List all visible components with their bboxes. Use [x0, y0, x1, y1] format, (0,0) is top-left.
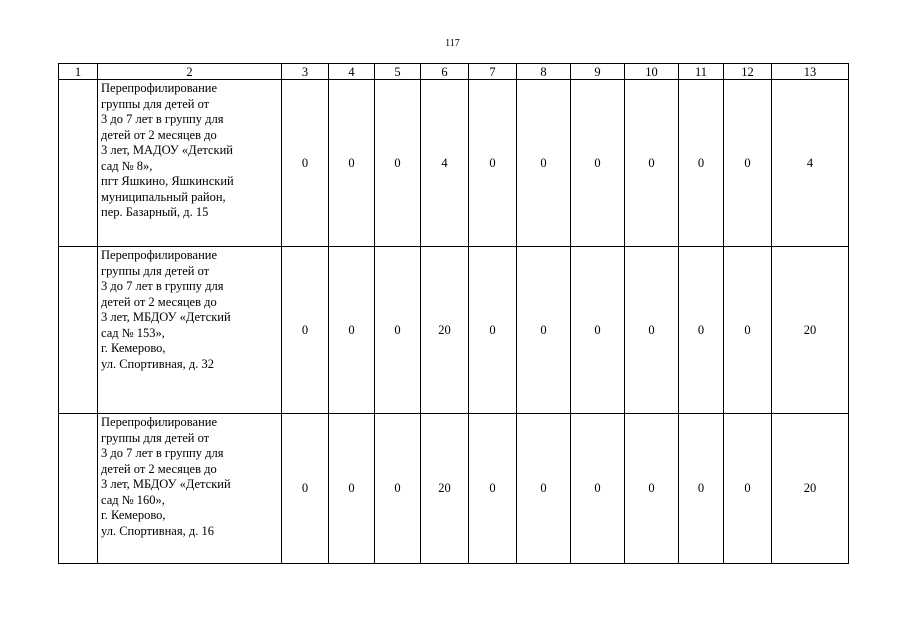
value-cell: 0: [375, 80, 421, 247]
column-header: 9: [571, 64, 625, 80]
column-header: 10: [625, 64, 679, 80]
description-line: Перепрофилирование: [101, 81, 217, 95]
description-line: сад № 153»,: [101, 325, 165, 340]
value-cell: 0: [282, 247, 329, 414]
value-cell: 0: [517, 80, 571, 247]
value-cell: 0: [469, 80, 517, 247]
value-cell: 4: [421, 80, 469, 247]
value-cell: 0: [724, 414, 772, 564]
description-line: 3 лет, МАДОУ «Детский: [101, 143, 233, 157]
description-line: Перепрофилирование: [101, 248, 217, 262]
value-cell: 0: [375, 414, 421, 564]
description-line: 3 лет, МБДОУ «Детский: [101, 310, 231, 324]
table-row: [59, 247, 849, 414]
value-cell: 0: [571, 247, 625, 414]
table-row: [59, 80, 849, 247]
value-cell: 0: [679, 414, 724, 564]
value-cell: 0: [469, 414, 517, 564]
value-cell: 0: [517, 414, 571, 564]
value-cell: 20: [421, 414, 469, 564]
value-cell: 20: [421, 247, 469, 414]
column-header: 8: [517, 64, 571, 80]
description-line: 3 до 7 лет в группу для: [101, 446, 224, 460]
description-line: 3 до 7 лет в группу для: [101, 112, 224, 126]
value-cell: 0: [282, 80, 329, 247]
description-line: 3 лет, МБДОУ «Детский: [101, 477, 231, 491]
value-cell: 0: [469, 247, 517, 414]
page-number: 117: [445, 38, 460, 49]
total-cell: 20: [772, 414, 849, 564]
description-cell: [98, 247, 282, 414]
description-line: пер. Базарный, д. 15: [101, 205, 209, 219]
value-cell: 0: [571, 414, 625, 564]
row-index-cell: [59, 414, 98, 564]
description-line: пгт Яшкино, Яшкинский: [101, 174, 234, 188]
column-header: 5: [375, 64, 421, 80]
description-line: 3 до 7 лет в группу для: [101, 279, 224, 293]
column-header: 2: [98, 64, 282, 80]
value-cell: 0: [329, 247, 375, 414]
value-cell: 0: [571, 80, 625, 247]
total-cell: 20: [772, 247, 849, 414]
description-line: детей от 2 месяцев до: [101, 294, 217, 309]
description-line: детей от 2 месяцев до: [101, 127, 217, 142]
description-line: ул. Спортивная, д. 32: [101, 356, 214, 371]
value-cell: 0: [329, 80, 375, 247]
row-index-cell: [59, 80, 98, 247]
value-cell: 0: [282, 414, 329, 564]
column-header: 3: [282, 64, 329, 80]
description-line: г. Кемерово,: [101, 508, 166, 522]
description-cell: [98, 414, 282, 564]
value-cell: 0: [724, 80, 772, 247]
column-header: 12: [724, 64, 772, 80]
value-cell: 0: [625, 414, 679, 564]
description-line: муниципальный район,: [101, 189, 226, 204]
column-header: 6: [421, 64, 469, 80]
description-line: г. Кемерово,: [101, 341, 166, 355]
value-cell: 0: [625, 80, 679, 247]
description-line: Перепрофилирование: [101, 415, 217, 429]
value-cell: 0: [625, 247, 679, 414]
value-cell: 0: [679, 80, 724, 247]
value-cell: 0: [329, 414, 375, 564]
column-header: 11: [679, 64, 724, 80]
value-cell: 0: [517, 247, 571, 414]
value-cell: 0: [375, 247, 421, 414]
column-header: 4: [329, 64, 375, 80]
description-line: детей от 2 месяцев до: [101, 461, 217, 476]
data-table: [58, 63, 849, 564]
description-line: группы для детей от: [101, 263, 210, 278]
header-row: [59, 64, 849, 80]
column-header: 1: [59, 64, 98, 80]
description-line: сад № 160»,: [101, 492, 165, 507]
description-line: ул. Спортивная, д. 16: [101, 523, 214, 538]
column-header: 7: [469, 64, 517, 80]
description-line: группы для детей от: [101, 430, 210, 445]
value-cell: 0: [724, 247, 772, 414]
description-line: сад № 8»,: [101, 158, 153, 173]
description-cell: [98, 80, 282, 247]
row-index-cell: [59, 247, 98, 414]
total-cell: 4: [772, 80, 849, 247]
column-header: 13: [772, 64, 849, 80]
description-line: группы для детей от: [101, 96, 210, 111]
value-cell: 0: [679, 247, 724, 414]
table-row: [59, 414, 849, 564]
